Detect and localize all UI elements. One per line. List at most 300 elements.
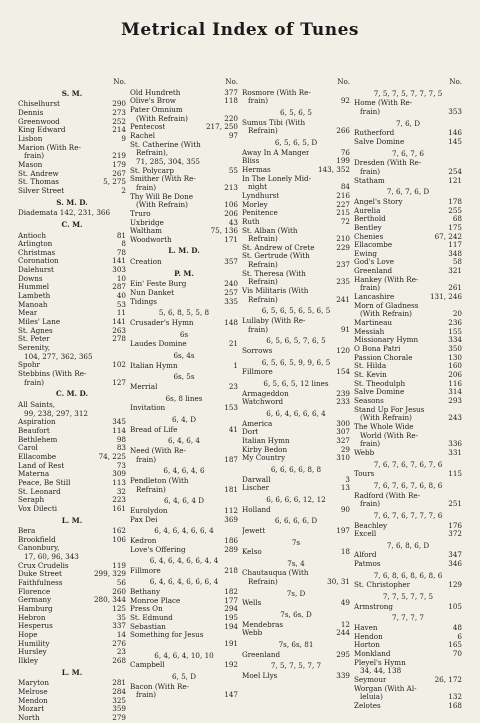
tune-entry [18, 152, 126, 161]
hymn-number: 266 [336, 126, 350, 136]
tune-name: Kedron [130, 536, 157, 545]
tune-entry [130, 106, 238, 115]
meter-subheading: 7s, 4 [287, 558, 305, 568]
hymn-number: 186 [224, 535, 238, 545]
hymn-number: 195 [224, 613, 238, 623]
hymn-number: 23 [228, 382, 238, 391]
tune-entry [242, 227, 350, 236]
tune-name: leluia) [360, 693, 383, 702]
tune-name: Stebbins (With Re- [18, 370, 87, 378]
hymn-number: 237 [336, 260, 350, 270]
tune-name: Wells [242, 599, 262, 608]
tune-name: The Whole Wide [354, 422, 414, 431]
tune-entry [18, 596, 126, 605]
tune-name: Campbell [130, 661, 165, 670]
tune-name: (With Refrain) [136, 201, 188, 210]
tune-name: Humility [18, 639, 50, 648]
tune-name: Ellacombe [354, 241, 393, 250]
tune-entry [18, 187, 126, 196]
tune-name: Haven [354, 624, 378, 633]
tune-entry [354, 603, 462, 612]
tune-name: Nun Danket [130, 289, 175, 298]
tune-entry [18, 283, 126, 292]
hymn-number: 76 [340, 147, 350, 157]
tune-name: Passion Chorale [354, 353, 413, 362]
tune-entry [242, 454, 350, 463]
tune-name: Truro [130, 209, 151, 218]
tune-entry [18, 705, 126, 714]
meter-subheading: 6, 4, 6, 4 [168, 436, 200, 446]
hymn-number: 218 [224, 565, 238, 575]
tune-name: Materna [18, 470, 50, 479]
tune-name: Invitation [130, 404, 166, 413]
tune-name: 34, 44, 138 [360, 667, 402, 676]
tune-entry [354, 138, 462, 147]
tune-entry [354, 414, 462, 423]
tune-entry [130, 640, 238, 649]
tune-name: St. Hilda [354, 362, 387, 371]
tune-name: Ruth [242, 217, 260, 226]
tune-name: Duke Street [18, 570, 62, 579]
tune-entry [354, 250, 462, 259]
tune-name: 71, 285, 304, 355 [136, 157, 201, 166]
tune-entry [354, 406, 462, 415]
tune-entry [242, 621, 350, 630]
tune-entry [242, 278, 350, 287]
tune-entry [18, 479, 126, 488]
hymn-number: 132 [448, 692, 462, 702]
hymn-number: 197 [336, 525, 350, 535]
tune-entry [18, 544, 126, 553]
hymn-number: 347 [448, 550, 462, 560]
tune-entry [18, 249, 126, 258]
hymn-number: 165 [448, 640, 462, 650]
meter-subheading: 6, 5, 6, 5, D [274, 137, 318, 147]
meter-subheading: 6s, 5s [173, 372, 195, 382]
tune-name: Spohr [18, 361, 40, 370]
hymn-number: 11 [116, 308, 126, 318]
hymn-number: 239 [336, 388, 350, 398]
tune-entry [18, 714, 126, 723]
tune-entry [18, 161, 126, 170]
hymn-number: 303 [112, 265, 126, 275]
tune-entry [354, 215, 462, 224]
meter-subheading: 7s, 6s, 81 [278, 640, 314, 650]
hymn-number [236, 141, 238, 150]
number-column-header: No. [113, 77, 126, 86]
hymn-number: 236 [448, 318, 462, 328]
tune-name: Dresden (With Re- [354, 159, 422, 168]
hymn-number [124, 401, 126, 410]
tune-entry [242, 506, 350, 515]
tune-entry [130, 516, 238, 525]
hymn-number: 206 [448, 370, 462, 379]
hymn-number: 74, 225 [98, 451, 126, 461]
hymn-number: 23 [116, 647, 126, 657]
tune-entry [130, 426, 238, 435]
hymn-number: 72 [340, 216, 350, 226]
tune-entry [18, 309, 126, 318]
tune-entry [242, 484, 350, 493]
tune-name: Lyndhurst [242, 191, 280, 200]
hymn-number [124, 344, 126, 353]
hymn-number: 244 [336, 628, 350, 638]
tune-entry [242, 97, 350, 106]
hymn-number: 181 [224, 484, 238, 494]
hymn-number: 179 [112, 159, 126, 169]
hymn-number: 289 [224, 544, 238, 554]
tune-name: America [242, 419, 273, 428]
tune-name: Hope [18, 631, 38, 640]
hymn-number: 30, 31 [327, 577, 350, 587]
hymn-number: 345 [112, 417, 126, 427]
tune-entry [354, 328, 462, 337]
tune-name: Refrain) [248, 235, 278, 244]
tune-entry [18, 292, 126, 301]
tune-entry [130, 447, 238, 456]
tune-entry [18, 361, 126, 370]
hymn-number: 240 [224, 279, 238, 289]
tune-name: Monroe Place [130, 596, 181, 605]
tune-entry [242, 252, 350, 261]
hymn-number: 148 [224, 318, 238, 328]
tune-name: Hamburg [18, 605, 53, 614]
tune-entry [354, 258, 462, 267]
tune-entry [242, 270, 350, 279]
tune-name: night [248, 183, 268, 192]
hymn-number: 214 [112, 125, 126, 135]
tune-entry [18, 614, 126, 623]
tune-name: Angel's Story [354, 197, 403, 206]
hymn-number: 143, 352 [317, 164, 350, 174]
hymn-number [236, 149, 238, 158]
tune-name: Hummel [18, 283, 50, 292]
tune-name: Coronation [18, 257, 59, 266]
hymn-number: 194 [224, 621, 238, 631]
meter-subheading: 6, 5, 6, 5 [280, 107, 312, 117]
tune-entry [18, 178, 126, 187]
hymn-number: 199 [336, 156, 350, 166]
hymn-number: 182 [224, 587, 238, 597]
hymn-number: 10 [116, 273, 126, 283]
tune-entry [18, 379, 126, 388]
tune-entry [18, 505, 126, 514]
tune-name: Salve Domine [354, 388, 405, 397]
tune-entry [354, 641, 462, 650]
hymn-number: 75, 136 [210, 226, 238, 236]
tune-name: Refrain) [248, 127, 278, 136]
tune-entry [18, 648, 126, 657]
meter-heading: C. M. [61, 219, 83, 229]
tune-name: Dort [242, 428, 259, 437]
tune-name: My Country [242, 454, 286, 463]
tune-name: Messiah [354, 327, 385, 336]
hymn-number: 8 [121, 239, 126, 249]
tune-entry [130, 201, 238, 210]
tune-entry [354, 336, 462, 345]
meter-subheading: 6, 4, 6, 4, 6, 6, 4 [154, 526, 214, 536]
tune-name: Jewett [242, 526, 266, 535]
tune-name: Webb [354, 448, 375, 457]
tune-name: frain) [24, 378, 45, 387]
hymn-number: 58 [452, 257, 462, 267]
tune-name: Ein' Feste Burg [130, 280, 187, 289]
tune-entry [354, 397, 462, 406]
tune-index [18, 78, 464, 723]
tune-entry [354, 177, 462, 186]
meter-heading: S. M. [61, 88, 83, 98]
hymn-number: 213 [224, 182, 238, 192]
tune-name: Press On [130, 605, 163, 614]
hymn-number: 254 [448, 166, 462, 176]
hymn-number: 18 [340, 547, 350, 557]
tune-entry [18, 579, 126, 588]
tune-entry [130, 486, 238, 495]
tune-entry [130, 661, 238, 670]
tune-name: (With Refrain) [360, 414, 412, 423]
tune-entry [130, 227, 238, 236]
tune-name: Smither (With Re- [130, 175, 196, 184]
hymn-number: 337 [112, 621, 126, 631]
tune-entry [18, 527, 126, 536]
tune-entry [354, 241, 462, 250]
tune-entry [18, 109, 126, 118]
tune-name: St. Polycarp [130, 166, 174, 175]
tune-entry [18, 301, 126, 310]
tune-name: Bliss [242, 157, 260, 166]
hymn-number: 350 [448, 344, 462, 354]
meter-subheading: 5, 6, 8, 5, 5, 8 [158, 308, 210, 318]
tune-name: St. Theresa (With [242, 269, 306, 278]
hymn-number: 153 [224, 403, 238, 413]
tune-entry [242, 201, 350, 210]
meter-subheading: 7, 6, 8, 6, 8, 6, 8, 6 [373, 570, 443, 580]
tune-entry [354, 302, 462, 311]
hymn-number: 192 [224, 660, 238, 670]
meter-subheading: 6, 4, 6, 4 D [163, 496, 205, 506]
tune-name: Zelotes [354, 701, 381, 710]
index-column-1 [18, 78, 126, 723]
hymn-number: 98 [116, 434, 126, 444]
hymn-number: 120 [336, 346, 350, 356]
tune-entry [18, 605, 126, 614]
tune-entry [242, 296, 350, 305]
tune-entry [18, 353, 126, 362]
tune-entry [130, 605, 238, 614]
tune-entry [242, 476, 350, 485]
hymn-number: 290 [112, 99, 126, 109]
hymn-number: 90 [340, 504, 350, 514]
meter-heading: L. M. D. [168, 246, 200, 256]
tune-name: Greenland [354, 267, 393, 276]
tune-name: Refrain) [248, 278, 278, 287]
tune-name: Dennis [18, 108, 44, 117]
tune-name: Serenity, [18, 344, 51, 353]
tune-name: Canonbury, [18, 544, 60, 553]
tune-name: Bacon (With Re- [130, 682, 190, 691]
tune-name: Fillmore [130, 566, 161, 575]
hymn-number: 263 [112, 325, 126, 335]
hymn-number: 68 [452, 214, 462, 224]
meter-subheading: 6, 4, 6, 4, 10, 10 [154, 650, 214, 660]
tune-name: Chenies [354, 232, 384, 241]
hymn-number: 84 [340, 182, 350, 192]
tune-name: Italian Hymn [130, 361, 178, 370]
hymn-number [124, 544, 126, 553]
hymn-number: 81 [116, 230, 126, 240]
hymn-number: 48 [452, 623, 462, 633]
hymn-number: 321 [448, 266, 462, 276]
tune-name: Kirby Bedon [242, 445, 288, 454]
hymn-number: 41 [228, 424, 238, 434]
hymn-number: 210 [336, 234, 350, 244]
hymn-number: 177 [224, 595, 238, 605]
tune-entry [354, 432, 462, 441]
meter-subheading: 6s, 8 lines [165, 393, 203, 403]
tune-entry [242, 119, 350, 128]
tune-entry [130, 175, 238, 184]
hymn-number: 92 [340, 96, 350, 106]
tune-entry [130, 588, 238, 597]
tune-name: Ewing [354, 249, 377, 258]
tune-name: Refrain) [248, 578, 278, 587]
tune-name: Antioch [18, 231, 46, 240]
meter-subheading: 7s, 6s, D [280, 610, 312, 620]
tune-entry [130, 477, 238, 486]
tune-name: Bread of Life [130, 425, 178, 434]
hymn-number: 241 [336, 294, 350, 304]
hymn-number: 187 [224, 454, 238, 464]
tune-entry [354, 492, 462, 501]
tune-name: Darwall [242, 475, 271, 484]
tune-name: Webb [242, 629, 263, 638]
tune-name: Refrain) [248, 261, 278, 270]
tune-name: Morley [242, 200, 268, 209]
tune-name: Seraph [18, 496, 45, 505]
tune-name: Bethany [130, 588, 161, 597]
tune-entry [242, 398, 350, 407]
tune-name: Patmos [354, 560, 381, 569]
tune-name: frain) [360, 500, 381, 509]
hymn-number: 334 [448, 335, 462, 345]
hymn-number: 171 [224, 234, 238, 244]
tune-entry [242, 183, 350, 192]
tune-name: Home (With Re- [354, 99, 413, 108]
hymn-number: 346 [448, 559, 462, 569]
tune-entry [242, 651, 350, 660]
hymn-number: 67, 242 [434, 231, 462, 241]
tune-entry [18, 570, 126, 579]
tune-name: Statham [354, 176, 385, 185]
meter-subheading: 6, 5, D [171, 672, 197, 682]
tune-name: Eurolydon [130, 506, 168, 515]
tune-name: Mozart [18, 705, 45, 714]
meter-subheading: 7, 6, 7, 6, 7, 7, 7, 6 [373, 510, 443, 520]
tune-name: Penitence [242, 209, 278, 218]
tune-name: Crux Crudelis [18, 561, 69, 570]
tune-name: Arlington [18, 240, 53, 249]
meter-subheading: 7, 5, 7, 5, 7, 7, 7, 5 [373, 88, 443, 98]
hymn-number: 307 [336, 427, 350, 437]
tune-name: 104, 277, 362, 365 [24, 352, 93, 361]
hymn-number: 310 [336, 453, 350, 463]
tune-entry [354, 633, 462, 642]
hymn-number: 125 [112, 604, 126, 614]
tune-entry [130, 123, 238, 132]
tune-name: St. Kevin [354, 371, 387, 379]
hymn-number: 178 [448, 196, 462, 206]
tune-entry [242, 192, 350, 201]
hymn-number: 53 [116, 299, 126, 309]
hymn-number: 1 [233, 360, 238, 370]
hymn-number: 49 [340, 598, 350, 608]
tune-entry [18, 427, 126, 436]
tune-entry [354, 388, 462, 397]
tune-name: Stand Up For Jesus [354, 405, 425, 414]
tune-entry [242, 548, 350, 557]
tune-entry [354, 380, 462, 389]
tune-name: North [18, 713, 40, 722]
tune-entry [18, 697, 126, 706]
tune-name: frain) [24, 152, 45, 161]
tune-name: frain) [248, 325, 269, 334]
hymn-number: 131, 246 [429, 292, 462, 302]
hymn-number: 127 [112, 377, 126, 387]
page-title: Metrical Index of Tunes [121, 20, 359, 40]
tune-entry [242, 437, 350, 446]
meter-subheading: 6, 5, 6, 5, 12 lines [263, 379, 329, 388]
hymn-number: 279 [112, 712, 126, 722]
hymn-number: 276 [112, 638, 126, 648]
hymn-number: 229 [336, 242, 350, 252]
tune-entry [354, 650, 462, 659]
meter-subheading: 7, 6, 7, 6, 7, 6, 8, 6 [373, 480, 443, 490]
hymn-number: 13 [340, 483, 350, 493]
tune-name: Merrial [130, 383, 158, 391]
hymn-number: 121 [448, 175, 462, 185]
meter-subheading: 6s, 4s [173, 351, 195, 361]
tune-entry [354, 276, 462, 285]
hymn-number: 252 [112, 116, 126, 126]
hymn-number: 155 [448, 326, 462, 336]
tune-name: Away In A Manger [242, 148, 310, 157]
tune-entry [242, 127, 350, 136]
tune-entry [354, 207, 462, 216]
hymn-number: 26, 172 [434, 675, 462, 684]
tune-entry [242, 672, 350, 681]
tune-name: Pendleton (With [130, 476, 189, 485]
tune-name: Vox Dilecti [18, 504, 58, 513]
tune-name: (With Refrain) [360, 310, 412, 319]
tune-entry [18, 470, 126, 479]
tune-entry [242, 149, 350, 158]
hymn-number: 2 [121, 185, 126, 195]
tune-name: Silver Street [18, 186, 65, 195]
tune-entry [242, 420, 350, 429]
tune-name: Mear [18, 309, 38, 318]
tune-entry [18, 240, 126, 249]
hymn-number: 97 [228, 130, 238, 140]
hymn-number: 40 [116, 291, 126, 301]
tune-name: Love's Offering [130, 545, 186, 554]
tune-entry [130, 132, 238, 141]
meter-subheading: 7, 7, 7, 7 [392, 613, 424, 623]
tune-entry [130, 149, 238, 158]
tune-entry [242, 326, 350, 335]
tune-name: Crusader's Hymn [130, 319, 194, 328]
tune-name: God's Love [354, 258, 395, 267]
hymn-number: 78 [116, 247, 126, 257]
